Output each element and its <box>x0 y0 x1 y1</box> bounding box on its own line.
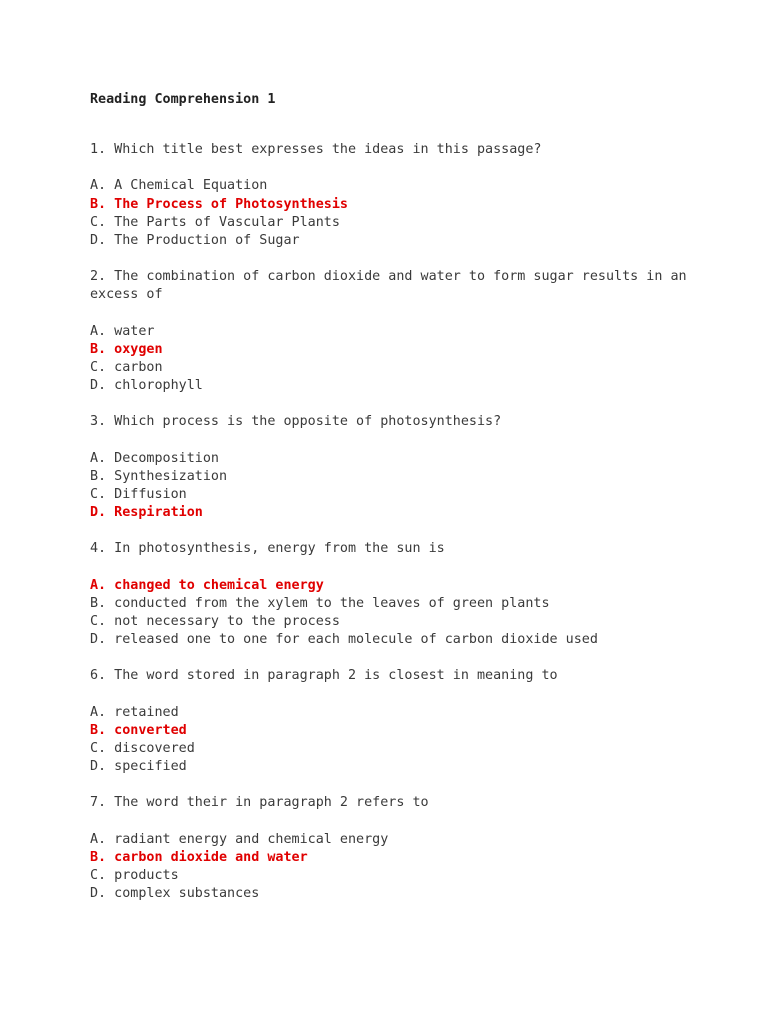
question-text: 1. Which title best expresses the ideas in this passage? <box>90 142 542 158</box>
question-block <box>90 667 740 776</box>
answer-option: C. discovered <box>90 741 195 757</box>
answer-option: D. released one to one for each molecule of carbon dioxide used <box>90 632 598 648</box>
answer-option: C. The Parts of Vascular Plants <box>90 214 340 230</box>
answer-option-correct: B. carbon dioxide and water <box>90 849 308 865</box>
question-list <box>90 141 740 903</box>
answer-option: C. products <box>90 868 179 884</box>
document-page <box>90 91 740 922</box>
answer-option: D. chlorophyll <box>90 378 203 394</box>
answer-option-correct: B. The Process of Photosynthesis <box>90 196 348 212</box>
answer-option: B. conducted from the xylem to the leaves of green plants <box>90 595 550 611</box>
answer-option: A. Decomposition <box>90 450 219 466</box>
question-block <box>90 540 740 649</box>
question-text: 6. The word stored in paragraph 2 is closest in meaning to <box>90 668 558 684</box>
page-title: Reading Comprehension 1 <box>90 92 276 107</box>
question-text: 7. The word their in paragraph 2 refers to <box>90 795 429 811</box>
question-text: 3. Which process is the opposite of photosynthesis? <box>90 414 502 430</box>
answer-option-correct: B. converted <box>90 722 187 738</box>
question-block <box>90 413 740 522</box>
question-text: 2. The combination of carbon dioxide and water to form sugar results in an excess of <box>90 269 695 303</box>
answer-option-correct: D. Respiration <box>90 505 203 521</box>
question-block <box>90 794 740 903</box>
answer-option: B. Synthesization <box>90 468 228 484</box>
question-block <box>90 268 740 395</box>
answer-option: D. specified <box>90 759 187 775</box>
answer-option: A. A Chemical Equation <box>90 178 268 194</box>
answer-option: C. Diffusion <box>90 487 187 503</box>
answer-option-correct: B. oxygen <box>90 341 163 357</box>
answer-option: D. The Production of Sugar <box>90 233 300 249</box>
answer-option: D. complex substances <box>90 886 260 902</box>
question-text: 4. In photosynthesis, energy from the sun is <box>90 541 445 557</box>
question-block <box>90 141 740 250</box>
answer-option: A. retained <box>90 704 179 720</box>
answer-option: A. water <box>90 323 155 339</box>
answer-option: A. radiant energy and chemical energy <box>90 831 389 847</box>
answer-option: C. carbon <box>90 360 163 376</box>
answer-option: C. not necessary to the process <box>90 614 340 630</box>
answer-option-correct: A. changed to chemical energy <box>90 577 324 593</box>
